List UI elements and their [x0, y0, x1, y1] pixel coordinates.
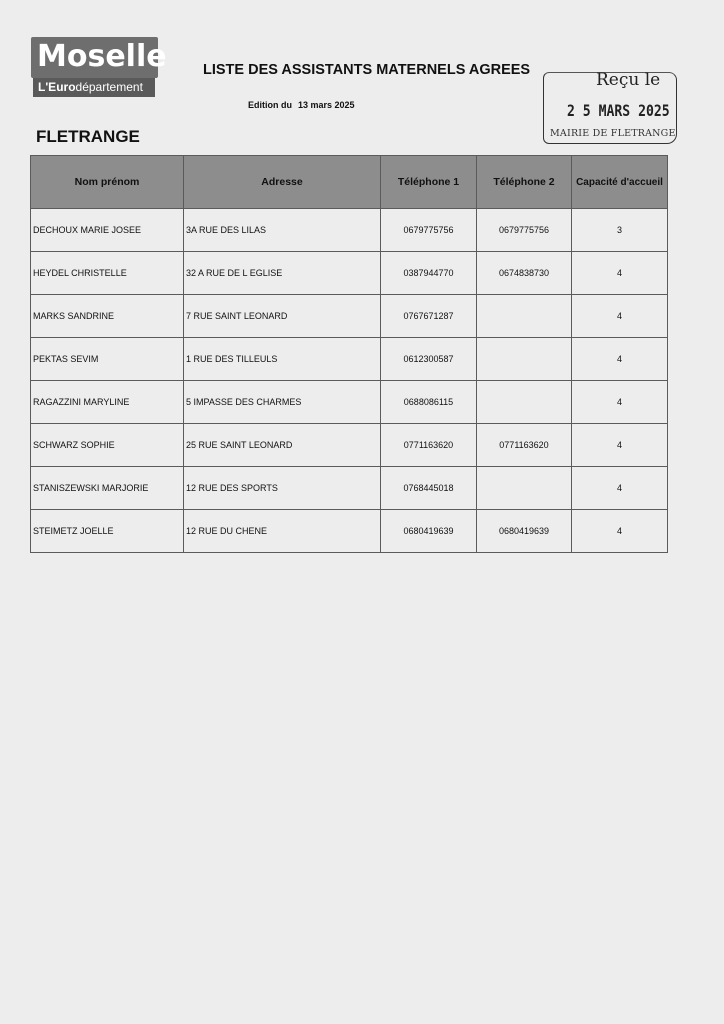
table-row [31, 252, 668, 295]
logo-bottom-band [33, 78, 155, 97]
logo-tagline [38, 79, 143, 96]
header-capacity: Capacité d'accueil [572, 156, 668, 209]
edition-line [248, 100, 361, 110]
logo-wordmark: Moselle [37, 39, 167, 74]
stamp-date: 2 5 MARS 2025 [567, 101, 670, 120]
table-row [31, 338, 668, 381]
cell-capacity: 3 [572, 209, 668, 252]
cell-phone2: 0680419639 [477, 510, 572, 553]
cell-address: 32 A RUE DE L EGLISE [184, 252, 381, 295]
cell-name: STEIMETZ JOELLE [31, 510, 184, 553]
cell-name: RAGAZZINI MARYLINE [31, 381, 184, 424]
header-address: Adresse [184, 156, 381, 209]
cell-capacity: 4 [572, 467, 668, 510]
header-phone1: Téléphone 1 [381, 156, 477, 209]
cell-address: 1 RUE DES TILLEULS [184, 338, 381, 381]
cell-phone2: 0771163620 [477, 424, 572, 467]
cell-phone2 [477, 467, 572, 510]
cell-capacity: 4 [572, 338, 668, 381]
logo-tagline-bold: L'Euro [38, 80, 76, 94]
document-title: LISTE DES ASSISTANTS MATERNELS AGREES [203, 62, 531, 78]
cell-phone1: 0688086115 [381, 381, 477, 424]
cell-address: 12 RUE DES SPORTS [184, 467, 381, 510]
cell-name: SCHWARZ SOPHIE [31, 424, 184, 467]
cell-name: DECHOUX MARIE JOSEE [31, 209, 184, 252]
cell-phone2 [477, 295, 572, 338]
cell-address: 7 RUE SAINT LEONARD [184, 295, 381, 338]
assistants-table [30, 155, 668, 553]
moselle-logo [31, 37, 167, 99]
cell-address: 5 IMPASSE DES CHARMES [184, 381, 381, 424]
cell-name: MARKS SANDRINE [31, 295, 184, 338]
edition-label: Edition du [248, 100, 292, 110]
cell-capacity: 4 [572, 424, 668, 467]
table-row [31, 467, 668, 510]
cell-name: PEKTAS SEVIM [31, 338, 184, 381]
cell-phone2 [477, 381, 572, 424]
received-stamp [541, 70, 677, 145]
cell-phone1: 0771163620 [381, 424, 477, 467]
cell-address: 12 RUE DU CHENE [184, 510, 381, 553]
cell-capacity: 4 [572, 381, 668, 424]
logo-top-band [31, 37, 167, 78]
cell-phone2: 0674838730 [477, 252, 572, 295]
stamp-mairie: MAIRIE DE FLETRANGE [550, 128, 676, 139]
commune-heading: FLETRANGE [36, 127, 140, 146]
table-row [31, 424, 668, 467]
table-header-row [31, 156, 668, 209]
cell-address: 25 RUE SAINT LEONARD [184, 424, 381, 467]
cell-phone2 [477, 338, 572, 381]
stamp-received-label: Reçu le [596, 70, 661, 90]
logo-tagline-rest: département [75, 80, 143, 94]
cell-capacity: 4 [572, 510, 668, 553]
cell-phone1: 0767671287 [381, 295, 477, 338]
cell-phone1: 0612300587 [381, 338, 477, 381]
cell-name: STANISZEWSKI MARJORIE [31, 467, 184, 510]
cell-phone1: 0680419639 [381, 510, 477, 553]
table-row [31, 510, 668, 553]
cell-phone1: 0679775756 [381, 209, 477, 252]
table-row [31, 295, 668, 338]
cell-capacity: 4 [572, 252, 668, 295]
edition-date: 13 mars 2025 [298, 100, 355, 110]
cell-phone2: 0679775756 [477, 209, 572, 252]
header-phone2: Téléphone 2 [477, 156, 572, 209]
cell-name: HEYDEL CHRISTELLE [31, 252, 184, 295]
table-row [31, 381, 668, 424]
cell-capacity: 4 [572, 295, 668, 338]
cell-phone1: 0387944770 [381, 252, 477, 295]
cell-address: 3A RUE DES LILAS [184, 209, 381, 252]
header-name: Nom prénom [31, 156, 184, 209]
table-row [31, 209, 668, 252]
cell-phone1: 0768445018 [381, 467, 477, 510]
